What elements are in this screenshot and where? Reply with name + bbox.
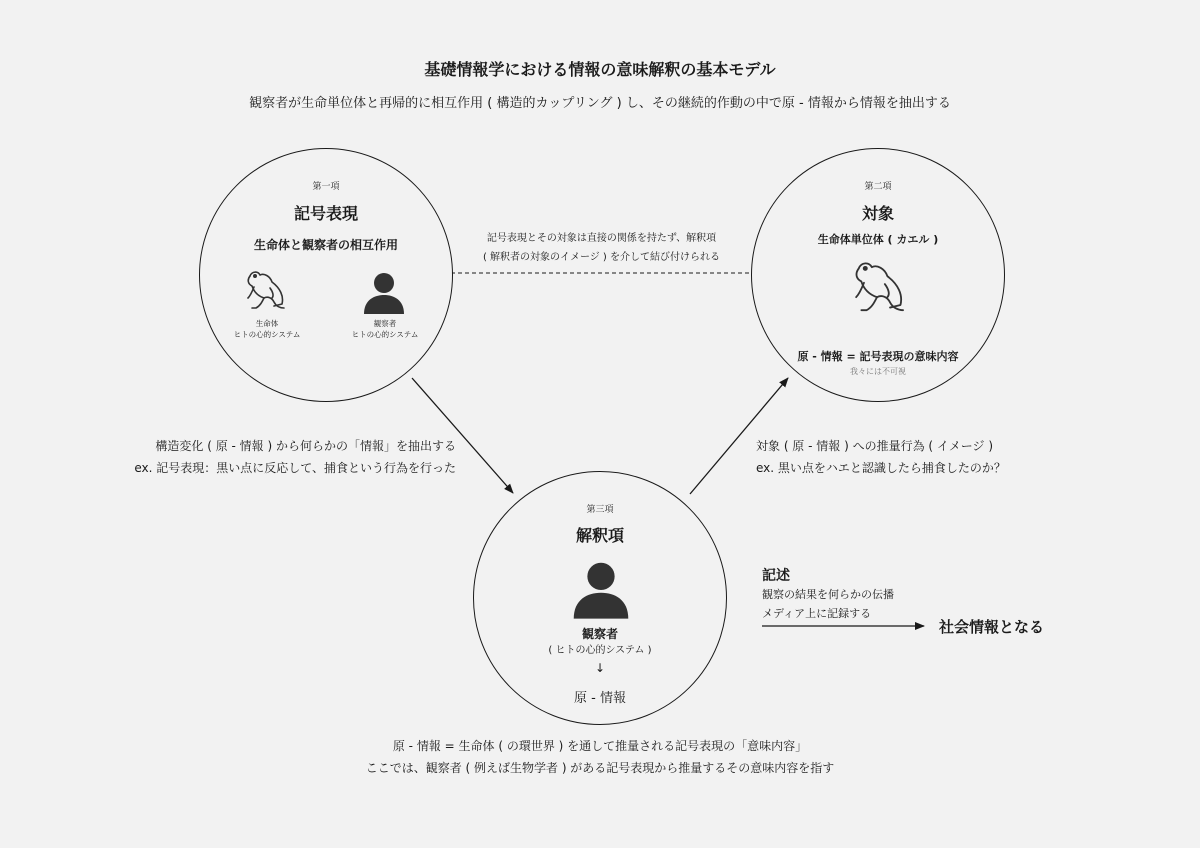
bottom-explanation xyxy=(200,735,1000,779)
right-explanation xyxy=(756,435,1076,479)
link-text xyxy=(451,229,752,267)
frog-icon xyxy=(845,258,909,318)
second-term-label: 第二項 xyxy=(864,182,892,192)
page-subtitle: 観察者が生命単位体と再帰的に相互作用 ( 構造的カップリング ) し、その継続的作動の中で原 - 情報から情報を抽出する xyxy=(249,96,951,111)
first-term-title: 記号表現 xyxy=(293,204,358,223)
second-term-content: 原 - 情報 = 記号表現の意味内容 xyxy=(797,350,959,363)
third-down-arrow: ↓ xyxy=(594,661,606,675)
person-icon xyxy=(362,272,406,314)
record-lines xyxy=(762,585,894,623)
first-right-caption xyxy=(346,318,424,340)
first-term-subtitle: 生命体と観察者の相互作用 xyxy=(253,238,398,252)
second-term-note: 我々には不可視 xyxy=(850,367,906,376)
left-explanation-line2: ex. 記号表現：黒い点に反応して、捕食という行為を行った xyxy=(134,461,456,475)
first-left-caption xyxy=(228,318,306,340)
first-right-caption-line2: ヒトの心的システム xyxy=(351,330,419,339)
left-explanation xyxy=(96,435,456,479)
page-title: 基礎情報学における情報の意味解釈の基本モデル xyxy=(424,60,776,79)
third-observer: 観察者 xyxy=(581,627,618,641)
person-icon xyxy=(571,560,631,620)
third-observer-sub: ( ヒトの心的システム ) xyxy=(548,645,652,656)
record-line1: 観察の結果を何らかの伝播 xyxy=(762,588,894,601)
third-term-title: 解釈項 xyxy=(575,526,624,545)
first-right-caption-line1: 観察者 xyxy=(373,319,397,328)
right-explanation-line2: ex. 黒い点をハエと認識したら捕食したのか？ xyxy=(756,461,1006,475)
bottom-explanation-line1: 原 - 情報 = 生命体 ( の環世界 ) を通して推量される記号表現の「意味内容」 xyxy=(392,739,808,753)
left-explanation-line1: 構造変化 ( 原 - 情報 ) から何らかの「情報」を抽出する xyxy=(155,439,456,453)
first-left-caption-line2: ヒトの心的システム xyxy=(233,330,301,339)
record-result: 社会情報となる xyxy=(939,618,1045,636)
third-result: 原 - 情報 xyxy=(574,691,626,706)
record-line2: メディア上に記録する xyxy=(762,607,872,620)
right-explanation-line1: 対象 ( 原 - 情報 ) への推量行為 ( イメージ ) xyxy=(756,439,994,453)
bottom-explanation-line2: ここでは、観察者 ( 例えば生物学者 ) がある記号表現から推量するその意味内容を指す xyxy=(365,761,835,775)
record-title: 記述 xyxy=(762,568,790,584)
link-text-line2: ( 解釈者の対象のイメージ ) を介して結び付けられる xyxy=(482,252,721,263)
first-left-caption-line1: 生命体 xyxy=(255,319,279,328)
frog-icon xyxy=(240,268,288,314)
second-term-subtitle: 生命体単位体 ( カエル ) xyxy=(817,233,939,246)
second-term-title: 対象 xyxy=(861,204,894,223)
link-text-line1: 記号表現とその対象は直接の関係を持たず、解釈項 xyxy=(486,233,717,244)
third-term-label: 第三項 xyxy=(586,505,614,515)
first-term-label: 第一項 xyxy=(312,182,340,192)
